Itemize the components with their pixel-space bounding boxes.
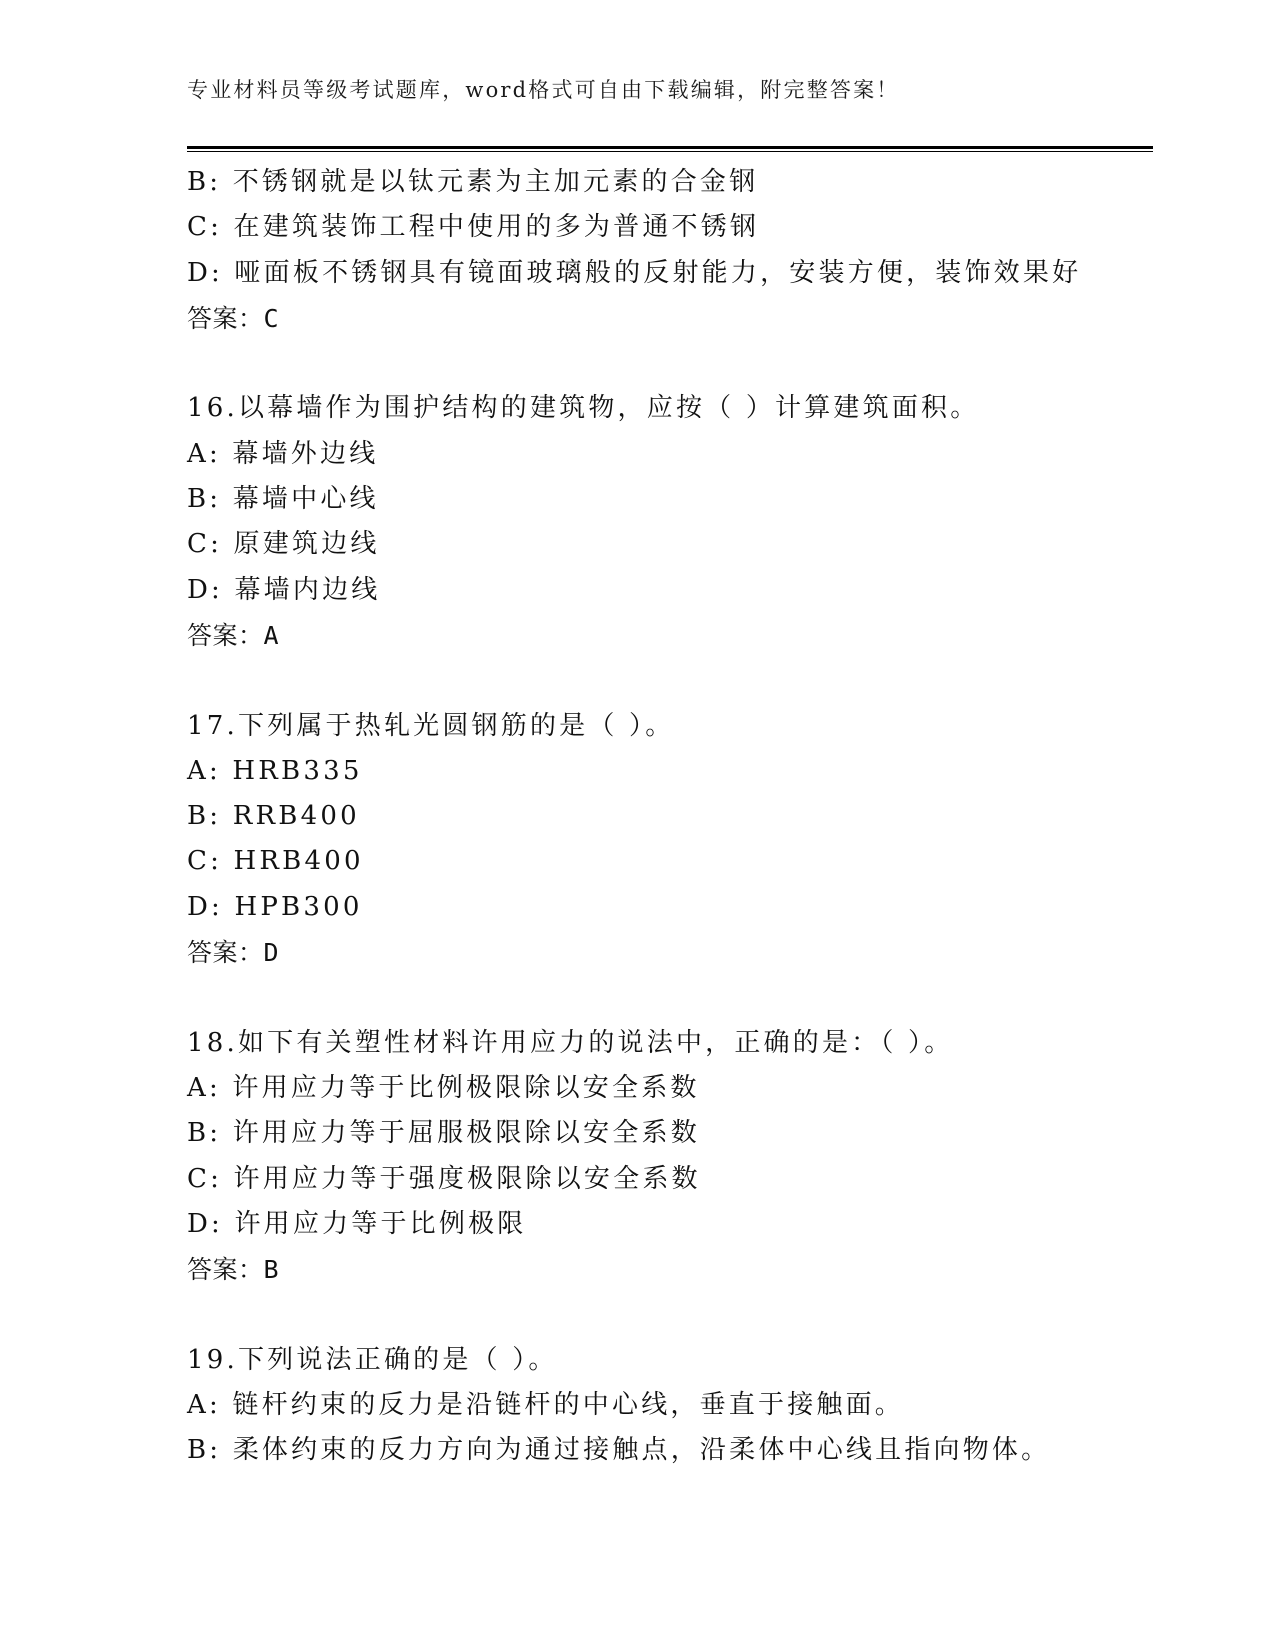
option-line: A: 幕墙外边线 <box>187 438 379 469</box>
spacer <box>187 341 1157 386</box>
header-rule-thick <box>187 146 1153 149</box>
answer-line: 答案：C <box>187 303 280 333</box>
question-list <box>187 160 1157 1474</box>
option-line: C: 许用应力等于强度极限除以安全系数 <box>187 1163 701 1194</box>
spacer <box>187 1292 1157 1337</box>
header-rule-thin <box>187 151 1153 152</box>
question-stem: 16.以幕墙作为围护结构的建筑物，应按（ ）计算建筑面积。 <box>187 393 980 424</box>
option-line: D: 幕墙内边线 <box>187 574 381 605</box>
option-line: A: 许用应力等于比例极限除以安全系数 <box>187 1072 700 1103</box>
spacer <box>187 975 1157 1020</box>
option-line: D: HPB300 <box>187 891 363 922</box>
option-line: D: 哑面板不锈钢具有镜面玻璃般的反射能力，安装方便，装饰效果好 <box>187 257 1082 288</box>
option-line: C: HRB400 <box>187 846 364 877</box>
answer-line: 答案：B <box>187 1255 280 1285</box>
option-line: A: HRB335 <box>187 755 363 786</box>
option-line: B: 许用应力等于屈服极限除以安全系数 <box>187 1118 700 1149</box>
page-header: 专业材料员等级考试题库，word格式可自由下载编辑，附完整答案！ <box>187 78 900 102</box>
answer-line: 答案：D <box>187 938 280 968</box>
option-line: A: 链杆约束的反力是沿链杆的中心线，垂直于接触面。 <box>187 1390 905 1421</box>
answer-line: 答案：A <box>187 620 280 650</box>
option-line: C: 在建筑装饰工程中使用的多为普通不锈钢 <box>187 212 760 243</box>
option-line: D: 许用应力等于比例极限 <box>187 1208 527 1239</box>
option-line: B: 幕墙中心线 <box>187 484 379 515</box>
option-line: B: 柔体约束的反力方向为通过接触点，沿柔体中心线且指向物体。 <box>187 1435 1051 1466</box>
option-line: C: 原建筑边线 <box>187 529 380 560</box>
question-stem: 17.下列属于热轧光圆钢筋的是（ ）。 <box>187 710 675 741</box>
option-line: B: 不锈钢就是以钛元素为主加元素的合金钢 <box>187 167 759 197</box>
option-line: B: RRB400 <box>187 801 360 832</box>
spacer <box>187 658 1157 703</box>
question-stem: 19.下列说法正确的是（ ）。 <box>187 1344 558 1375</box>
question-stem: 18.如下有关塑性材料许用应力的说法中，正确的是：（ ）。 <box>187 1027 954 1058</box>
